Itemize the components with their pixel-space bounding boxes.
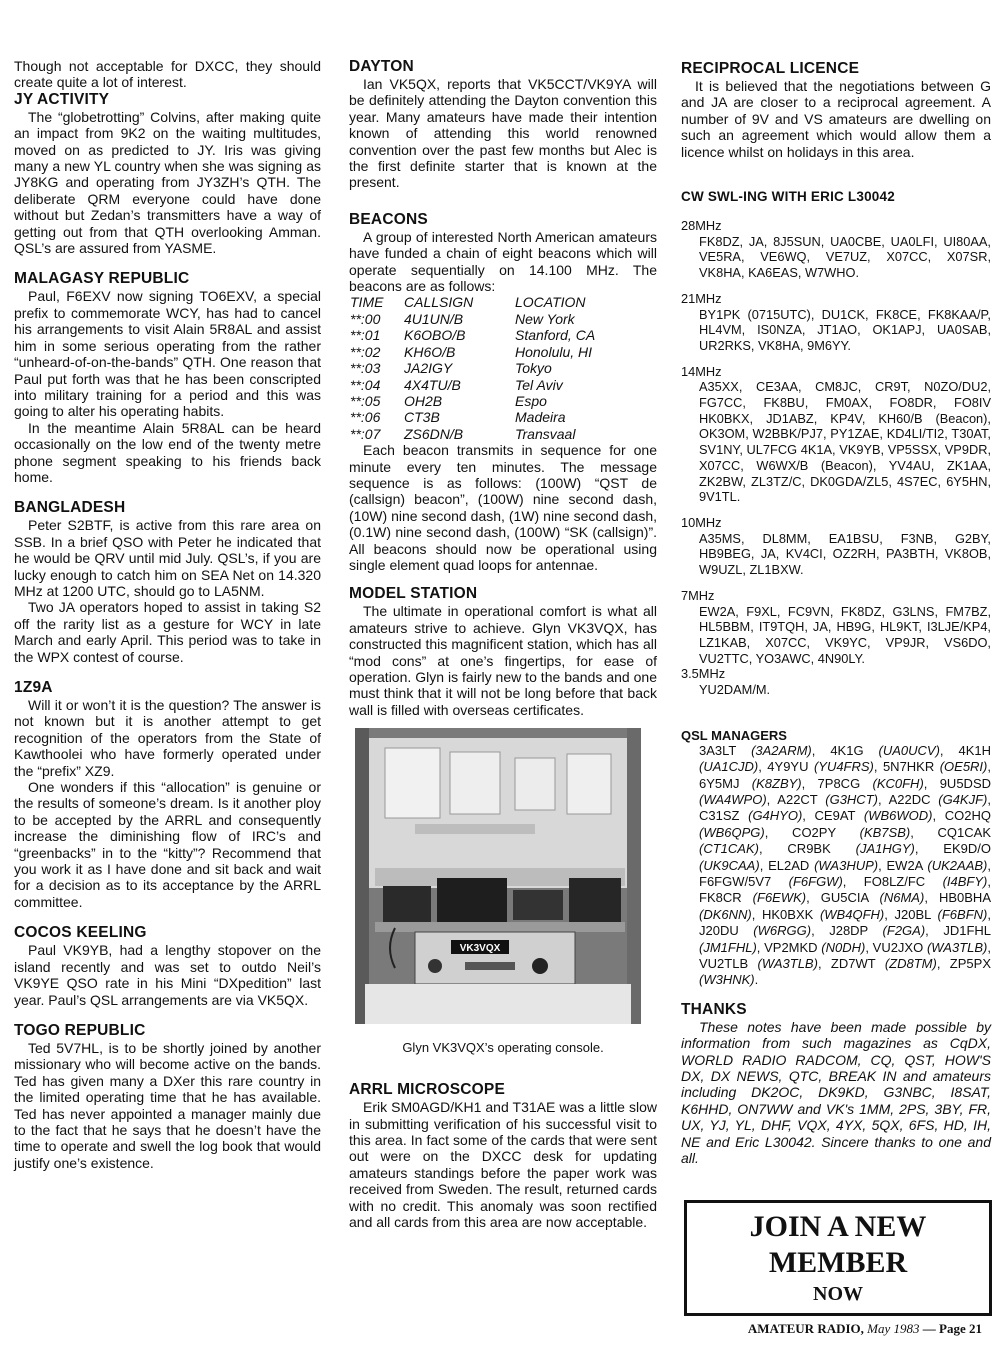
band-label: 7MHz	[681, 587, 715, 603]
join-ad-line1: JOIN A NEW	[749, 1210, 927, 1243]
reciprocal-heading: RECIPROCAL LICENCE	[681, 60, 860, 77]
band-calls: A35MS, DL8MM, EA1BSU, F3NB, G2BY, HB9BEG, JA, KV4CI, OZ2RH, PA3BTH, VK8OB, W9UZL, ZL1BXW.	[699, 530, 991, 578]
1z9a-heading: 1Z9A	[14, 679, 53, 696]
beacon-table	[350, 294, 595, 442]
beacon-location: Stanford, CA	[515, 327, 596, 344]
beacon-table-header	[350, 294, 595, 310]
band-lists	[681, 218, 991, 698]
model-station-text: The ultimate in operational comfort is what all amateurs strive to achieve. Glyn VK3VQX, has constructed this magnificent station, which has all “mod cons” at one’s fingertips, for ease of operation. Glyn is fairly new to the bands and one must think that it will not be long before that back wall is filled with overseas certificates.	[349, 603, 657, 718]
jy-activity-text: The “globetrotting” Colvins, after making quite an impact from 9K2 on the waiting multitudes, moved on as predicted to JY. Iris was giving many a new YL country when she was signing as JY8KG and operating from JY3ZH’s QTH. The deliberate QRM everyone could have done without but Zedan’s transmitters have a way of getting out from that QTH overlooking Amman. QSL’s are assured from YASME.	[14, 108, 321, 257]
station-sign: VK3VQX	[459, 943, 501, 955]
join-ad-line3: NOW	[813, 1283, 863, 1305]
dayton-heading: DAYTON	[349, 58, 414, 75]
beacon-callsign: CT3B	[404, 409, 440, 426]
beacons-text: Each beacon transmits in sequence for one minute every ten minutes. The message sequence is as follows: (100W) “QST de (callsign) beacon”, (100W) nine second dash, (10W) nine second dash, (1W) nine second dash, (0.1W) nine second dash, (100W) “SK (callsign)”. All beacons should now be operational using single element quad loops for antennae.	[349, 442, 657, 573]
thanks-text: These notes have been made possible by information from such magazines as CqDX, WORLD RADIO RADCOM, CQ, QST, HOW'S DX, DX NEWS, QTC, BREAK IN and amateurs including DK2OC, DK9KD, G3NBC, I8SAT, K6HHD, ON7WW and VK's 1MM, 2PS, 3BY, FR, UX, YJ, YL, DHF, VQX, 4YX, 5QX, 6FS, HD, IH, NE and Eric L30042. Sincere thanks to one and all.	[681, 1018, 991, 1167]
beacons-heading: BEACONS	[349, 210, 428, 228]
malagasy-text-1: Paul, F6EXV now signing TO6EXV, a special prefix to commemorate WCY, has had to cancel his arrangements to visit Alain 5R8AL and assist him in some serious operating from the rather “unheard-of-on-the-bands” QTH. One reason that Paul put forth was that he has been conscripted into military training for a period and this was going to alter his operating habits.	[14, 288, 321, 420]
beacon-callsign: KH6O/B	[404, 343, 456, 360]
beacon-location: Espo	[515, 392, 547, 409]
intro-text: Though not acceptable for DXCC, they should create quite a lot of interest.	[14, 58, 321, 91]
dayton-text: Ian VK5QX, reports that VK5CCT/VK9YA will be definitely attending the Dayton convention this year. Many amateurs have made their intention known of attending this world renowned convention over the past few months but Alec is the first definite starter that is known at the present.	[349, 76, 657, 191]
band-group	[681, 666, 991, 697]
beacon-row	[350, 344, 595, 360]
beacon-callsign: 4U1UN/B	[404, 310, 464, 327]
col-header-time: TIME	[350, 294, 384, 311]
beacon-row	[350, 426, 595, 442]
beacon-time: **:00	[350, 310, 381, 327]
beacon-callsign: K6OBO/B	[404, 327, 466, 344]
thanks-heading: THANKS	[681, 1000, 747, 1018]
model-station-heading: MODEL STATION	[349, 585, 478, 603]
beacon-time: **:05	[350, 392, 381, 409]
station-photo-image	[355, 728, 641, 1024]
swl-heading: CW SWL-ING WITH ERIC L30042	[681, 189, 895, 205]
beacon-time: **:03	[350, 360, 381, 377]
1z9a-text-1: Will it or won’t it is the question? The answer is not known but it is another attempt to get recognition of the operators from the State of Kawthoolei who have formerly operated under the “prefix” XZ9.	[14, 697, 321, 779]
beacon-location: Honolulu, HI	[515, 343, 593, 360]
band-group	[681, 515, 991, 578]
beacon-location: Transvaal	[515, 425, 576, 442]
beacon-callsign: JA2IGY	[404, 360, 453, 377]
togo-text: Ted 5V7HL, is to be shortly joined by another missionary who will become active on the bands. Ted has given many a DXer this rare country in the limited operating time that he has available. Ted has never appointed a manager mainly due to the fact that he says that he doesn’t have the time to operate and swell the log book that would justify one’s existence.	[14, 1039, 321, 1171]
col-header-location: LOCATION	[515, 294, 586, 311]
beacon-location: Madeira	[515, 409, 566, 426]
bangladesh-heading: BANGLADESH	[14, 499, 126, 517]
beacon-row	[350, 393, 595, 409]
band-label: 14MHz	[681, 363, 722, 379]
beacon-time: **:02	[350, 343, 381, 360]
beacon-time: **:06	[350, 409, 381, 426]
beacon-row	[350, 311, 595, 327]
band-group	[681, 218, 991, 281]
column-1	[14, 58, 321, 1171]
beacons-intro: A group of interested North American amateurs have funded a chain of eight beacons which will operate sequentially on 14.100 MHz. The beacons are as follows:	[349, 228, 657, 295]
beacon-row	[350, 377, 595, 393]
column-2	[349, 58, 657, 1230]
beacon-row	[350, 360, 595, 376]
beacon-callsign: 4X4TU/B	[404, 376, 461, 393]
beacon-location: Tokyo	[515, 360, 552, 377]
reciprocal-text: It is believed that the negotiations between G and JA are closer to a reciprocal agreement. A number of 9V and VS amateurs are dwelling on such an agreement which would allow them a licence whilst on holidays in this area.	[681, 78, 991, 160]
beacon-row	[350, 409, 595, 425]
qsl-heading: QSL MANAGERS	[681, 727, 787, 743]
col-header-callsign: CALLSIGN	[404, 294, 474, 311]
band-label: 3.5MHz	[681, 666, 726, 682]
arrl-text: Erik SM0AGD/KH1 and T31AE was a little slow in submitting verification of his successful visit to this area. In fact some of the cards that were sent out were on the DXCC desk for updating amateurs standings before the paper work was received from Sweden. The result, returned cards with no credit. This anomaly was soon rectified and all cards from this area are now acceptable.	[349, 1099, 657, 1231]
cocos-keeling-text: Paul VK9YB, had a lengthy stopover on the island recently and was set to outdo Neil’s VK9YE QSO rate in his Mini “DXpedition” last year. Paul’s QSL arrangements are via VK5QX.	[14, 942, 321, 1008]
band-group	[681, 588, 991, 667]
arrl-heading: ARRL MICROSCOPE	[349, 1081, 506, 1099]
qsl-list: 3A3LT (3A2ARM), 4K1G (UA0UCV), 4K1H (UA1CJD), 4Y9YU (YU4FRS), 5N7HKR (OE5RI), 6Y5MJ (K8ZBY), 7P8CG (KC0FH), 9U5DSD (WA4WPO), A22CT (G3HCT), A22DC (G4KJF), C31SZ (G4HYO), CE9AT (WB6WOD), CO2HQ (WB6QPG), CO2PY (KB7SB), CQ1CAK (CT1CAK), CR9BK (JA1HGY), EK9D/O (UK9CAA), EL2AD (WA3HUP), EW2A (UK2AAB), F6FGW/5V7 (F6FGW), FO8LZ/FC (I4BFY), FK8CR (F6EWK), GU5CIA (N6MA), HB0BHA (DK6NN), HK0BXK (WB4QFH), J20BL (F6BFN), J20DU (W6RGG), J28DP (F2GA), JD1FHL (JM1FHL), VP2MKD (N0DH), VU2JXO (WA3TLB), VU2TLB (WA3TLB), ZD7WT (ZD8TM), ZP5PX (W3HNK).	[699, 742, 992, 988]
bangladesh-text-1: Peter S2BTF, is active from this rare area on SSB. In a brief QSO with Peter he indicated that he would be QRV until mid July. QSL’s, if you are lucky enough to catch him on SEA Net on 14.320 MHz at 1200 UTC, should go to LA5NM.	[14, 517, 321, 599]
join-ad-box	[684, 1200, 992, 1316]
band-group	[681, 291, 991, 354]
beacon-callsign: OH2B	[404, 392, 443, 409]
malagasy-text-2: In the meantime Alain 5R8AL can be heard occasionally on the low end of the twenty metre phone segment speaking to his friends back home.	[14, 419, 321, 485]
band-calls: BY1PK (0715UTC), DU1CK, FK8CE, FK8KAA/P, HL4VM, IS0NZA, JT1AO, OK1APJ, UA0SAB, UR2RKS, VK8HA, 9M6YY.	[699, 306, 991, 353]
beacon-time: **:04	[350, 376, 381, 393]
footer-date: May 1983	[867, 1321, 920, 1336]
page-footer	[748, 1321, 982, 1337]
band-label: 21MHz	[681, 290, 722, 306]
band-calls: YU2DAM/M.	[699, 682, 771, 698]
beacon-location: Tel Aviv	[515, 376, 563, 393]
beacon-time: **:01	[350, 327, 381, 344]
1z9a-text-2: One wonders if this “allocation” is genuine or the results of someone’s dream. Is it another ploy to be accepted by the ARRL and consequently increase the diminishing flow of IRC’s and “greenbacks” in to the “kitty”? Recommend that you work it as I have done and sit back and wait for a decision as to its acceptance by the ARRL committee.	[14, 779, 321, 910]
malagasy-heading: MALAGASY REPUBLIC	[14, 270, 190, 288]
bangladesh-text-2: Two JA operators hoped to assist in taking S2 off the rarity list as a gesture for WCY in late March and early April. This period was to take in the WPX contest of course.	[14, 599, 321, 665]
beacon-callsign: ZS6DN/B	[404, 425, 464, 442]
band-calls: FK8DZ, JA, 8J5SUN, UA0CBE, UA0LFI, UI80AA, VE5RA, VE6WQ, VE7UZ, X07CC, X07SR, VK8HA, KA6EAS, W7WHO.	[699, 233, 991, 281]
band-calls: EW2A, F9XL, FC9VN, FK8DZ, G3LNS, FM7BZ, HL5BBM, IT9TQH, JA, HB9G, HL9KT, I3LJE/KP4, LZ1KAB, X07CC, VK9YC, VP9JR, VS6DO, VU2TTC, YO3AWC, 4N90LY.	[699, 603, 991, 666]
join-ad-line2: MEMBER	[768, 1246, 908, 1279]
beacon-time: **:07	[350, 425, 381, 442]
footer-magazine: AMATEUR RADIO,	[747, 1321, 864, 1336]
jy-activity-heading: JY ACTIVITY	[14, 90, 110, 108]
column-3	[681, 58, 991, 1166]
cocos-keeling-heading: COCOS KEELING	[14, 924, 147, 942]
photo-caption: Glyn VK3VQX’s operating console.	[402, 1040, 604, 1056]
station-photo	[355, 728, 641, 1024]
band-label: 28MHz	[681, 218, 722, 234]
footer-page: — Page 21	[922, 1321, 982, 1336]
beacon-location: New York	[515, 310, 575, 327]
band-label: 10MHz	[681, 514, 722, 530]
togo-heading: TOGO REPUBLIC	[14, 1021, 146, 1039]
band-calls: A35XX, CE3AA, CM8JC, CR9T, N0ZO/DU2, FG7CC, FK8BU, FM0AX, FO8DR, FO8IV HK0BKX, JD1ABZ, KP4V, KH60/B (Beacon), OK3OM, W2BBK/PJ7, PY1ZAE, KD4LI/TI2, T30AT, SV1NY, UL7FCG 4K1A, VK9YB, VP5SSX, VP9DR, X07CC, W6WX/B (Beacon), YV4AU, ZK1AA, ZK2BW, ZL3TZ/C, DK0GDA/ZL5, 4S7EC, 6Y5HN, 9V1TL.	[699, 379, 991, 505]
beacon-row	[350, 327, 595, 343]
band-group	[681, 364, 991, 505]
